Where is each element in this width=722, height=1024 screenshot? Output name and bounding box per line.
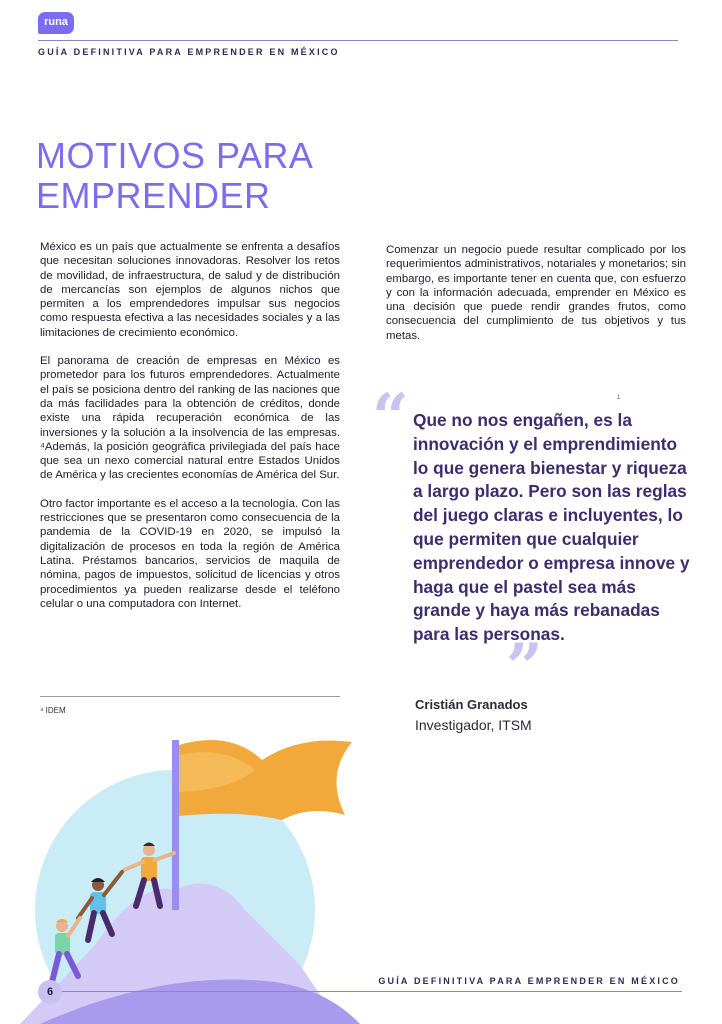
flagpole	[172, 740, 179, 910]
header-divider	[38, 40, 678, 41]
climbers-illustration	[0, 720, 380, 1024]
page-number: 6	[38, 980, 62, 1004]
right-column	[386, 243, 686, 357]
page-title-line-2: EMPRENDER	[36, 175, 271, 216]
page-title-line-1: MOTIVOS PARA	[36, 135, 314, 176]
paragraph-technology: Otro factor importante es el acceso a la tecnología. Con las restricciones que se presentaron como consecuencia de la pandemia de la COVID-19 en 2020, se impulsó la digitalización de procesos en toda la región de América Latina. Préstamos bancarios, servicios de maquila de nómina, pagos de impuestos, solicitud de licencias y otros procedimientos ya pueden realizarse desde el teléfono celular o una computadora con Internet.	[40, 497, 340, 610]
footer-title: GUÍA DEFINITIVA PARA EMPRENDER EN MÉXICO	[378, 976, 680, 986]
footnote: ⁴ IDEM	[40, 706, 66, 715]
header-title: GUÍA DEFINITIVA PARA EMPRENDER EN MÉXICO	[38, 47, 340, 57]
open-quote-icon: “	[372, 380, 409, 455]
footnote-divider	[40, 696, 340, 697]
paragraph-panorama: El panorama de creación de empresas en México es prometedor para los futuros emprendedores. Actualmente el país se posiciona dentro del ranking de las naciones que da más facilidades para la obtención de créditos, donde existe una rápida recuperación económica de las inversiones y la solución a la insolvencia de las empresas. ⁴Además, la posición geográfica privilegiada del país hace que sea un nexo comercial natural entre Estados Unidos de América y las crecientes economías de América del Sur.	[40, 355, 340, 482]
quote-author: Cristián Granados	[415, 697, 528, 712]
close-quote-icon: ”	[506, 630, 543, 705]
quote-author-role: Investigador, ITSM	[415, 717, 532, 733]
page-title	[36, 136, 313, 216]
runa-logo: runa	[38, 12, 74, 34]
paragraph-challenges: México es un país que actualmente se enfrenta a desafíos que necesitan soluciones innovadoras. Resolver los retos de movilidad, de infraestructura, de salud y de distribución de mercancías son ejemplos de algunos nichos que permiten a los emprendedores impulsar sus negocios como respuesta efectiva a las necesidades sociales y a las limitaciones de crecimiento económico.	[40, 241, 340, 339]
footer-divider	[60, 991, 682, 992]
quote-superscript: 1	[617, 395, 621, 401]
left-column	[40, 240, 340, 625]
paragraph-starting-business: Comenzar un negocio puede resultar complicado por los requerimientos administrativos, notariales y monetarios; sin embargo, es importante tener en cuenta que, con esfuerzo y con la información adecuada, emprender en México es una decisión que puede rendir grandes frutos, como consecuencia del cumplimiento de tus objetivos y tus metas.	[386, 244, 686, 342]
pull-quote: Que no nos engañen, es la innovación y el emprendimiento lo que genera bienestar y riqueza a largo plazo. Pero son las reglas del juego claras e incluyentes, lo que permiten que cualquier emprendedor o empresa innove y haga que el pastel sea más grande y haya más rebanadas para las personas.	[413, 410, 690, 645]
